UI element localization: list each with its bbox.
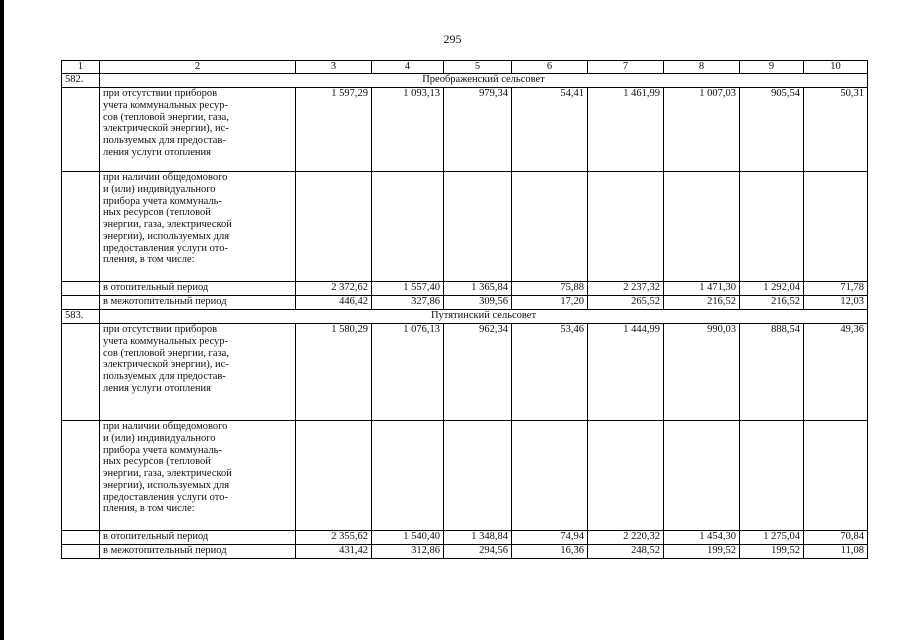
table-row (62, 282, 868, 296)
value-cell: 905,54 (740, 88, 804, 172)
value-cell: 979,34 (444, 88, 512, 172)
number-cell (62, 324, 100, 421)
column-number: 10 (804, 61, 868, 74)
value-cell (444, 421, 512, 531)
column-number: 2 (100, 61, 296, 74)
value-cell (740, 172, 804, 282)
value-cell: 11,08 (804, 545, 868, 559)
column-number: 5 (444, 61, 512, 74)
value-cell: 312,86 (372, 545, 444, 559)
row-label: в межотопительный период (100, 545, 296, 559)
value-cell (588, 172, 664, 282)
value-cell: 199,52 (740, 545, 804, 559)
value-cell: 1 007,03 (664, 88, 740, 172)
table-row (62, 324, 868, 421)
table-row (62, 421, 868, 531)
value-cell: 12,03 (804, 296, 868, 310)
binding-edge (0, 0, 4, 640)
value-cell: 1 597,29 (296, 88, 372, 172)
row-label: в отопительный период (100, 282, 296, 296)
value-cell: 1 076,13 (372, 324, 444, 421)
section-name: Преображенский сельсовет (100, 74, 868, 88)
value-cell: 2 237,32 (588, 282, 664, 296)
number-cell (62, 545, 100, 559)
section-name: Путятинский сельсовет (100, 310, 868, 324)
row-label: при отсутствии приборов учета коммунальных ресур- сов (тепловой энергии, газа, электрической энергии), ис- пользуемых для предостав- ления услуги отопления (100, 88, 296, 172)
value-cell: 1 461,99 (588, 88, 664, 172)
table-row (62, 88, 868, 172)
row-label: в межотопительный период (100, 296, 296, 310)
column-number: 9 (740, 61, 804, 74)
number-cell (62, 282, 100, 296)
value-cell: 17,20 (512, 296, 588, 310)
value-cell (296, 421, 372, 531)
column-number: 7 (588, 61, 664, 74)
value-cell: 70,84 (804, 531, 868, 545)
value-cell (740, 421, 804, 531)
value-cell: 1 471,30 (664, 282, 740, 296)
value-cell: 53,46 (512, 324, 588, 421)
value-cell (588, 421, 664, 531)
value-cell: 54,41 (512, 88, 588, 172)
value-cell: 962,34 (444, 324, 512, 421)
value-cell: 2 220,32 (588, 531, 664, 545)
row-label: при наличии общедомового и (или) индивидуального прибора учета коммуналь- ных ресурсов (тепловой энергии, газа, электрической энергии), используемых для предоставления услуги ото- пления, в том числе: (100, 421, 296, 531)
number-cell (62, 531, 100, 545)
value-cell: 1 365,84 (444, 282, 512, 296)
value-cell: 309,56 (444, 296, 512, 310)
value-cell: 248,52 (588, 545, 664, 559)
value-cell (444, 172, 512, 282)
value-cell: 446,42 (296, 296, 372, 310)
number-cell (62, 172, 100, 282)
value-cell (664, 421, 740, 531)
table-row (62, 531, 868, 545)
value-cell: 2 372,62 (296, 282, 372, 296)
value-cell: 49,36 (804, 324, 868, 421)
value-cell: 199,52 (664, 545, 740, 559)
tariff-table (61, 60, 868, 559)
value-cell (296, 172, 372, 282)
table-row (62, 172, 868, 282)
section-number: 583. (62, 310, 100, 324)
value-cell: 216,52 (664, 296, 740, 310)
value-cell: 16,36 (512, 545, 588, 559)
value-cell: 1 444,99 (588, 324, 664, 421)
row-label: при отсутствии приборов учета коммунальных ресур- сов (тепловой энергии, газа, электрической энергии), ис- пользуемых для предостав- ления услуги отопления (100, 324, 296, 421)
value-cell: 1 348,84 (444, 531, 512, 545)
value-cell (372, 421, 444, 531)
value-cell (372, 172, 444, 282)
number-cell (62, 88, 100, 172)
number-cell (62, 421, 100, 531)
value-cell: 74,94 (512, 531, 588, 545)
value-cell: 294,56 (444, 545, 512, 559)
column-number: 6 (512, 61, 588, 74)
column-number: 4 (372, 61, 444, 74)
value-cell: 2 355,62 (296, 531, 372, 545)
value-cell: 1 292,04 (740, 282, 804, 296)
column-number-row (62, 61, 868, 74)
value-cell: 216,52 (740, 296, 804, 310)
value-cell: 1 275,04 (740, 531, 804, 545)
value-cell (804, 172, 868, 282)
value-cell: 265,52 (588, 296, 664, 310)
column-number: 1 (62, 61, 100, 74)
table-row (62, 545, 868, 559)
section-number: 582. (62, 74, 100, 88)
value-cell: 1 093,13 (372, 88, 444, 172)
value-cell: 888,54 (740, 324, 804, 421)
row-label: при наличии общедомового и (или) индивидуального прибора учета коммуналь- ных ресурсов (тепловой энергии, газа, электрической энергии), используемых для предоставления услуги ото- пления, в том числе: (100, 172, 296, 282)
value-cell (512, 421, 588, 531)
value-cell (804, 421, 868, 531)
number-cell (62, 296, 100, 310)
section-header (62, 310, 868, 324)
table-row (62, 296, 868, 310)
page-number: 295 (443, 32, 462, 46)
value-cell: 1 454,30 (664, 531, 740, 545)
value-cell: 50,31 (804, 88, 868, 172)
value-cell: 71,78 (804, 282, 868, 296)
value-cell: 75,88 (512, 282, 588, 296)
value-cell (512, 172, 588, 282)
value-cell (664, 172, 740, 282)
column-number: 3 (296, 61, 372, 74)
value-cell: 327,86 (372, 296, 444, 310)
section-header (62, 74, 868, 88)
value-cell: 431,42 (296, 545, 372, 559)
row-label: в отопительный период (100, 531, 296, 545)
value-cell: 1 557,40 (372, 282, 444, 296)
value-cell: 1 540,40 (372, 531, 444, 545)
value-cell: 990,03 (664, 324, 740, 421)
value-cell: 1 580,29 (296, 324, 372, 421)
column-number: 8 (664, 61, 740, 74)
